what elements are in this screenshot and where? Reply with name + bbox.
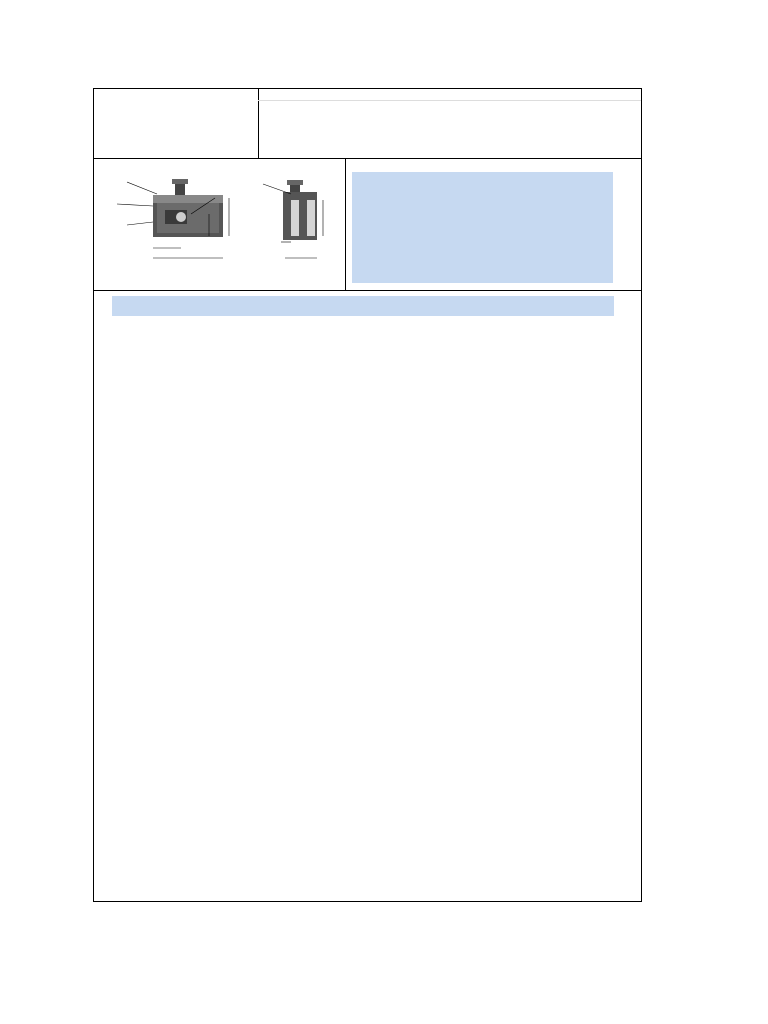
tab-diagram	[95, 170, 345, 270]
diagram-divider	[93, 290, 641, 291]
tab-diagram-drawing	[95, 170, 345, 270]
material-box	[352, 172, 613, 283]
diagram-divider-vertical	[345, 158, 346, 290]
design-title-bar	[112, 296, 614, 316]
header-rule-1	[258, 100, 641, 101]
header-divider-vertical	[258, 88, 259, 158]
header-divider-bottom	[93, 158, 641, 159]
